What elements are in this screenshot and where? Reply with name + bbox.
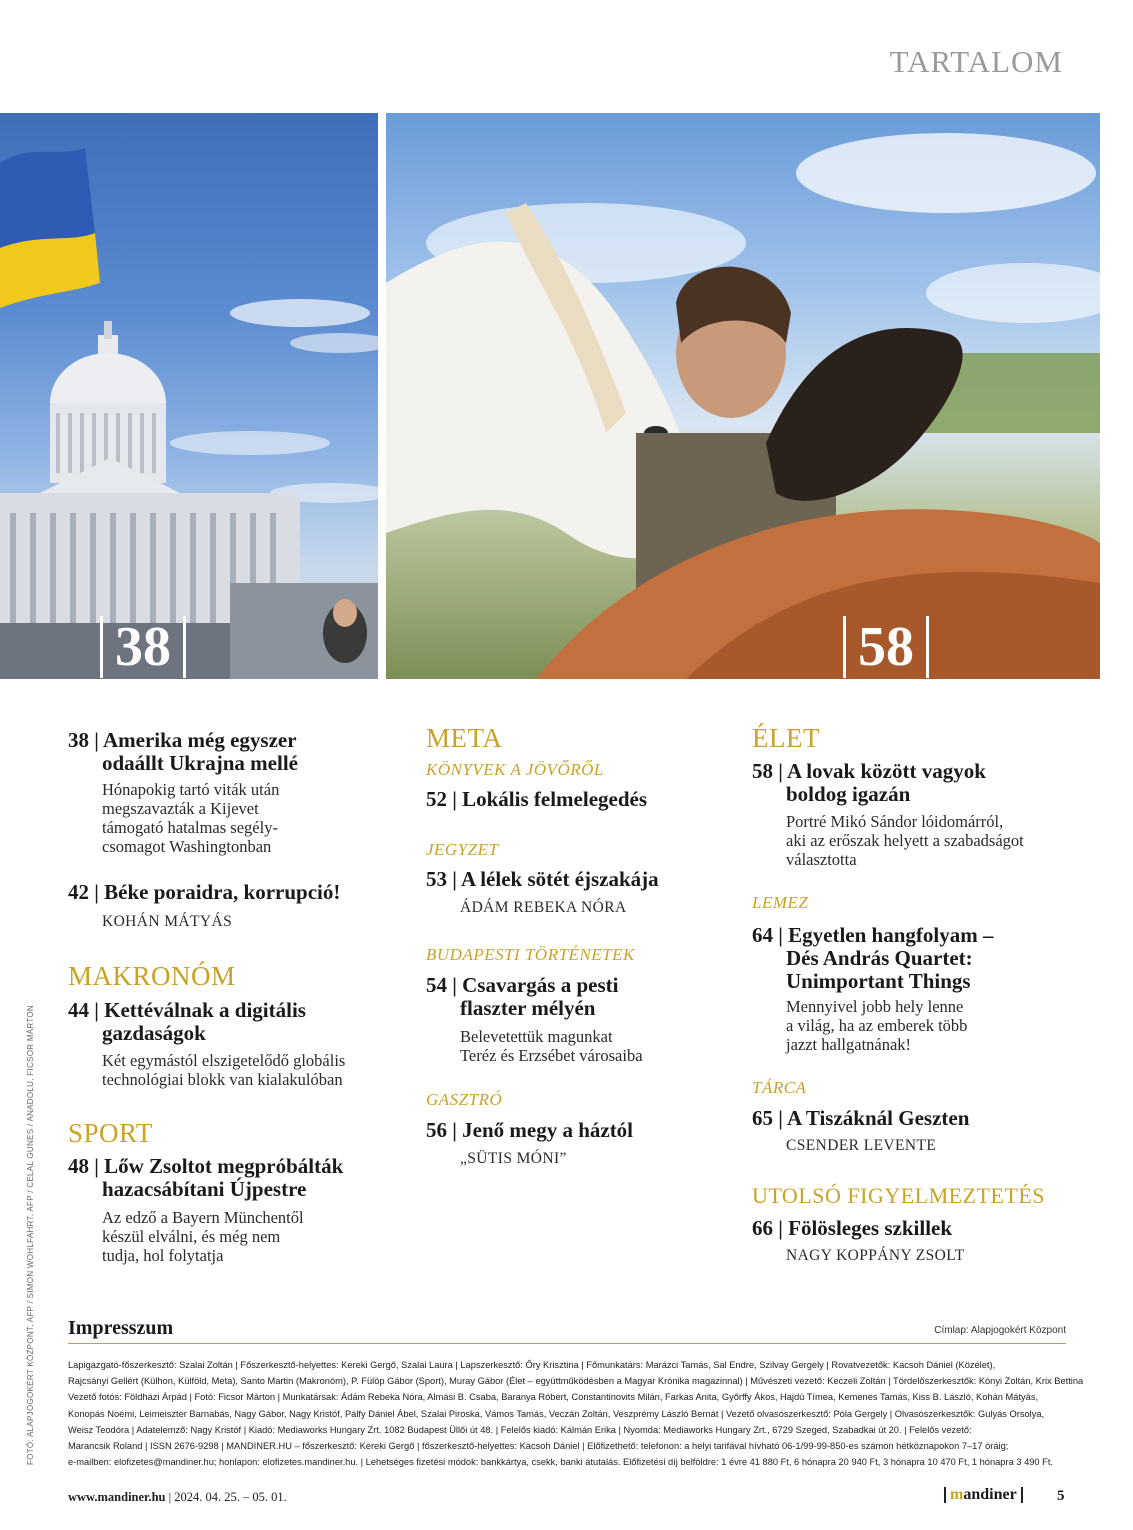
brand-logo: mandiner bbox=[944, 1487, 1023, 1503]
entry-page-number: 56 bbox=[426, 1118, 447, 1142]
toc-entry-38[interactable]: 38 | Amerika még egyszer odaállt Ukrajna mellé bbox=[68, 728, 298, 775]
toc-entry-65[interactable]: 65 | A Tiszáknál Geszten bbox=[752, 1106, 970, 1130]
entry-title: flaszter mélyén bbox=[460, 996, 596, 1020]
entry-title: hazacsábítani Újpestre bbox=[102, 1177, 307, 1201]
entry-title: Kettéválnak a digitális bbox=[104, 998, 306, 1022]
entry-page-number: 42 bbox=[68, 880, 89, 904]
subsection-heading: GASZTRÓ bbox=[426, 1090, 503, 1109]
toc-entry-53[interactable]: 53 | A lélek sötét éjszakája bbox=[426, 867, 659, 891]
section-heading-makronom: MAKRONÓM bbox=[68, 961, 236, 991]
entry-title: Unimportant Things bbox=[786, 969, 971, 993]
page-number-badge: 38 bbox=[100, 616, 186, 678]
entry-description: Hónapokig tartó viták után megszavazták a Kijevet támogató hatalmas segély- csomagot Washingtonban bbox=[102, 780, 280, 856]
divider bbox=[68, 1343, 1066, 1344]
section-title: TARTALOM bbox=[889, 44, 1063, 79]
entry-title: Lokális felmelegedés bbox=[462, 787, 648, 811]
entry-title: A lovak között vagyok bbox=[786, 759, 986, 783]
cover-credit: Címlap: Alapjogokért Központ bbox=[934, 1325, 1066, 1336]
toc-entry-64[interactable]: 64 | Egyetlen hangfolyam – Dés András Quartet: Unimportant Things bbox=[752, 923, 994, 993]
entry-author: „SÜTIS MÓNI” bbox=[460, 1150, 567, 1167]
entry-title: Egyetlen hangfolyam – bbox=[788, 923, 994, 947]
entry-title: boldog igazán bbox=[786, 782, 911, 806]
entry-title: Amerika még egyszer bbox=[102, 728, 297, 752]
entry-page-number: 44 bbox=[68, 998, 89, 1022]
subsection-heading: TÁRCA bbox=[752, 1078, 807, 1097]
entry-page-number: 54 bbox=[426, 973, 447, 997]
entry-author: ÁDÁM REBEKA NÓRA bbox=[460, 899, 627, 916]
page-number-badge: 58 bbox=[843, 616, 929, 678]
subsection-heading: KÖNYVEK A JÖVŐRŐL bbox=[426, 760, 604, 779]
toc-entry-44[interactable]: 44 | Kettéválnak a digitális gazdaságok bbox=[68, 998, 306, 1045]
toc-entry-66[interactable]: 66 | Fölösleges szkillek bbox=[752, 1216, 953, 1240]
photo-capitol bbox=[0, 113, 378, 679]
toc-entry-52[interactable]: 52 | Lokális felmelegedés bbox=[426, 787, 648, 811]
entry-title: A Tiszáknál Geszten bbox=[786, 1106, 970, 1130]
page-number: 5 bbox=[1057, 1488, 1065, 1504]
entry-description: Portré Mikó Sándor lóidomárról, aki az erőszak helyett a szabadságot választotta bbox=[786, 812, 1024, 869]
entry-title: Csavargás a pesti bbox=[462, 973, 619, 997]
section-heading-utolso: UTOLSÓ FIGYELMEZTETÉS bbox=[752, 1183, 1046, 1208]
entry-description: Belevetettük magunkat Teréz és Erzsébet városaiba bbox=[460, 1027, 643, 1065]
entry-title: odaállt Ukrajna mellé bbox=[102, 751, 298, 775]
toc-entry-48[interactable]: 48 | Lőw Zsoltot megpróbálták hazacsábítani Újpestre bbox=[68, 1154, 344, 1201]
entry-title: Béke poraidra, korrupció! bbox=[104, 880, 341, 904]
photo-horses bbox=[386, 113, 1100, 679]
impressum-text: Lapigazgató-főszerkesztő: Szalai Zoltán | Főszerkesztő-helyettes: Kereki Gergő, Szalai Laura | Lapszerkesztő: Őry Krisztina | Főmunkatárs: Marázci Tamás, Sal Endre, Szilvay Gergely | Rovatvezetők: Kacsoh Dániel (Közélet), Rajcsányi Gellért (Külhon, Külföld, Meta), Santo Martin (Makronóm), P. Fülöp Gábor (Sport), Muray Gábor (Élet – együttműködésben a Magyar Krónika magazinnal) | Művészeti vezető: Keczeli Zoltán | Tördelőszerkesztők: Kónyi Zoltán, Krix Bettina Vezető fotós: Földházi Árpád | Fotó: Ficsor Márton | Munkatársak: Ádám Rebeka Nóra, Almási B. Csaba, Baranya Róbert, Constantinovits Milán, Farkas Anita, Győrffy Ákos, Hajdú Tímea, Kemenes Tamás, Kiss B. László, Kohán Mátyás, Konopás Noémi, Leimeiszter Barnabás, Nagy Gábor, Nagy Kristóf, Pálfy Dániel Ábel, Szalai Piroska, Vámos Tamás, Veczán Zoltán, Veszprémy László Bernát | Vezető olvasószerkesztő: Póla Gergely | Olvasószerkesztők: Gulyás Orsolya, Weisz Teodóra | Adatelemző: Nagy Kristóf | Kiadó: Mediaworks Hungary Zrt. 1082 Budapest Üllői út 48. | Felelős kiadó: Kálmán Erika | Nyomda: Mediaworks Hungary Zrt., 6729 Szeged, Szabadkai út 20. | Felelős vezető: Marancsik Roland | ISSN 2676-9298 | MANDINER.HU – főszerkesztő: Kereki Gergő | főszerkesztő-helyettes: Kacsoh Dániel | Előfizethető: telefonon: a helyi tarifával hívható 06-1/99-99-850-es számon hétköznapokon 7–17 óráig; e-mailben: elofizetes@mandiner.hu; honlapon: elofizetes.mandiner.hu. | Lehetséges fizetési módok: bankkártya, csekk, banki átutalás. Előfizetési díj belföldre: 1 évre 41 880 Ft, 6 hónapra 20 940 Ft, 3 hónapra 10 470 Ft, 1 hónapra 3 490 Ft. bbox=[68, 1360, 1084, 1468]
entry-title: gazdaságok bbox=[102, 1021, 206, 1045]
photo-credit: FOTÓ: ALAPJOGOKÉRT KÖZPONT, AFP / SIMON WOHLFAHRT, AFP / CELAL GUNES / ANADOLU, FICSOR MÁRTON bbox=[26, 1005, 35, 1465]
entry-author: KOHÁN MÁTYÁS bbox=[102, 913, 233, 930]
entry-description: Az edző a Bayern Münchentől készül elválni, és még nem tudja, hol folytatja bbox=[102, 1208, 304, 1265]
entry-title: Lőw Zsoltot megpróbálták bbox=[104, 1154, 344, 1178]
subsection-heading: BUDAPESTI TÖRTÉNETEK bbox=[426, 945, 635, 964]
toc-entry-56[interactable]: 56 | Jenő megy a háztól bbox=[426, 1118, 634, 1142]
toc-entry-58[interactable]: 58 | A lovak között vagyok boldog igazán bbox=[752, 759, 986, 806]
toc-entry-42[interactable]: 42 | Béke poraidra, korrupció! bbox=[68, 880, 341, 904]
subsection-heading: LEMEZ bbox=[752, 893, 809, 912]
entry-page-number: 52 bbox=[426, 787, 447, 811]
entry-title: A lélek sötét éjszakája bbox=[460, 867, 659, 891]
entry-page-number: 64 bbox=[752, 923, 773, 947]
entry-title: Fölösleges szkillek bbox=[788, 1216, 953, 1240]
toc-entry-54[interactable]: 54 | Csavargás a pesti flaszter mélyén bbox=[426, 973, 619, 1020]
subsection-heading: JEGYZET bbox=[426, 840, 499, 859]
entry-page-number: 65 bbox=[752, 1106, 773, 1130]
entry-page-number: 66 bbox=[752, 1216, 773, 1240]
site-url[interactable]: www.mandiner.hu bbox=[68, 1490, 166, 1504]
issue-dates: 2024. 04. 25. – 05. 01. bbox=[174, 1490, 287, 1504]
section-heading-sport: SPORT bbox=[68, 1118, 153, 1148]
entry-page-number: 48 bbox=[68, 1154, 89, 1178]
entry-page-number: 38 bbox=[68, 728, 89, 752]
section-heading-elet: ÉLET bbox=[752, 723, 820, 753]
entry-author: NAGY KOPPÁNY ZSOLT bbox=[786, 1247, 965, 1264]
capitol-illustration bbox=[0, 113, 378, 679]
impressum-title: Impresszum bbox=[68, 1317, 174, 1339]
section-heading-meta: META bbox=[426, 723, 503, 753]
entry-description: Két egymástól elszigetelődő globális technológiai blokk van kialakulóban bbox=[102, 1051, 346, 1089]
horses-illustration bbox=[386, 113, 1100, 679]
entry-description: Mennyivel jobb hely lenne a világ, ha az emberek több jazzt hallgatnának! bbox=[786, 997, 968, 1054]
entry-author: CSENDER LEVENTE bbox=[786, 1137, 937, 1154]
entry-title: Dés András Quartet: bbox=[786, 946, 973, 970]
entry-page-number: 53 bbox=[426, 867, 447, 891]
entry-page-number: 58 bbox=[752, 759, 773, 783]
footer-site: www.mandiner.hu | 2024. 04. 25. – 05. 01. bbox=[68, 1490, 287, 1504]
entry-title: Jenő megy a háztól bbox=[462, 1118, 634, 1142]
